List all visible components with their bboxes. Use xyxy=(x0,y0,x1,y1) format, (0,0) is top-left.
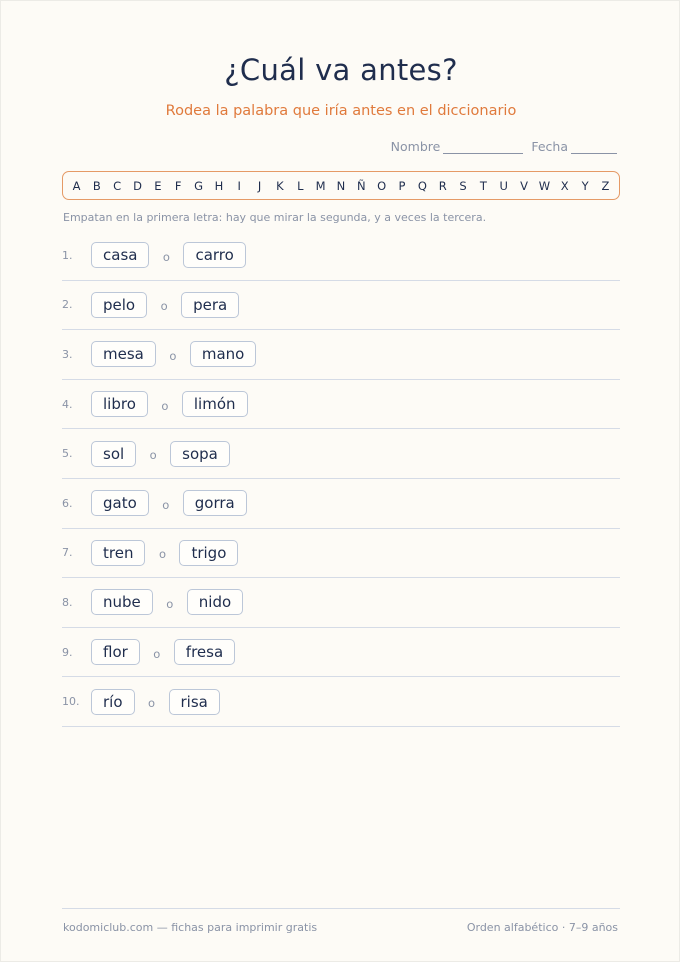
word-pair-row xyxy=(62,578,620,628)
alphabet-letter: T xyxy=(479,178,487,193)
footer-site: kodomiclub.com — fichas para imprimir gratis xyxy=(63,921,318,934)
alphabet-letter: V xyxy=(520,178,528,193)
footer-topic: Orden alfabético · 7–9 años xyxy=(466,921,618,934)
alphabet-letter: P xyxy=(398,178,406,193)
item-number: 10. xyxy=(62,695,80,709)
word-pair-row xyxy=(62,479,620,529)
name-label: Nombre xyxy=(390,139,441,154)
word-option-a[interactable]: sol xyxy=(91,441,136,467)
or-separator: o xyxy=(162,497,170,512)
word-option-a[interactable]: flor xyxy=(91,639,140,665)
word-option-a[interactable]: río xyxy=(91,689,135,715)
word-pair-row xyxy=(62,529,620,579)
word-option-b[interactable]: carro xyxy=(183,242,245,268)
word-option-b[interactable]: fresa xyxy=(174,639,235,665)
alphabet-letter: K xyxy=(276,178,284,193)
word-option-b[interactable]: mano xyxy=(190,341,257,367)
word-pair-row xyxy=(62,380,620,430)
word-pair-row xyxy=(62,281,620,331)
word-option-b[interactable]: trigo xyxy=(179,540,238,566)
alphabet-letter: W xyxy=(538,178,551,193)
name-field[interactable] xyxy=(391,139,524,154)
word-pair-row xyxy=(62,231,620,281)
alphabet-letter: Y xyxy=(581,178,589,193)
date-line xyxy=(571,142,617,154)
footer-divider xyxy=(62,908,620,909)
or-separator: o xyxy=(160,299,168,314)
item-number: 1. xyxy=(62,248,73,262)
alphabet-letter: Z xyxy=(601,178,610,193)
name-line xyxy=(443,142,523,154)
hint-text: Empatan en la primera letra: hay que mirar la segunda, y a veces la tercera. xyxy=(63,211,487,224)
alphabet-letter: G xyxy=(194,178,204,193)
item-number: 7. xyxy=(62,546,73,560)
or-separator: o xyxy=(162,249,170,264)
word-option-b[interactable]: nido xyxy=(187,589,243,615)
word-option-b[interactable]: pera xyxy=(181,292,239,318)
or-separator: o xyxy=(147,696,156,711)
or-separator: o xyxy=(169,348,177,363)
item-number: 2. xyxy=(62,298,73,312)
date-label: Fecha xyxy=(531,139,568,154)
word-pair-row xyxy=(62,330,620,380)
alphabet-letter: E xyxy=(154,178,162,193)
item-number: 4. xyxy=(62,397,73,411)
alphabet-strip xyxy=(62,171,620,200)
word-option-b[interactable]: gorra xyxy=(183,490,247,516)
alphabet-letter: C xyxy=(113,178,122,193)
item-number: 6. xyxy=(62,496,73,510)
word-option-a[interactable]: nube xyxy=(91,589,153,615)
alphabet-letter: Q xyxy=(417,178,427,193)
word-option-a[interactable]: libro xyxy=(91,391,148,417)
word-option-a[interactable]: casa xyxy=(91,242,149,268)
alphabet-letter: N xyxy=(336,178,346,193)
or-separator: o xyxy=(149,448,157,463)
word-option-a[interactable]: tren xyxy=(91,540,145,566)
alphabet-letter: H xyxy=(214,178,224,193)
word-option-b[interactable]: risa xyxy=(169,689,220,715)
alphabet-letter: L xyxy=(297,178,304,193)
alphabet-letter: J xyxy=(257,178,262,193)
alphabet-letter: S xyxy=(459,178,467,193)
item-number: 3. xyxy=(62,347,73,361)
name-date-fields xyxy=(391,139,617,154)
word-option-b[interactable]: sopa xyxy=(170,441,230,467)
word-option-a[interactable]: pelo xyxy=(91,292,147,318)
word-option-a[interactable]: gato xyxy=(91,490,149,516)
alphabet-letter: A xyxy=(72,178,81,193)
alphabet-letter: I xyxy=(237,178,241,193)
item-number: 5. xyxy=(62,447,73,461)
or-separator: o xyxy=(166,596,174,611)
alphabet-letter: X xyxy=(560,178,569,193)
or-separator: o xyxy=(158,547,166,562)
page-subtitle: Rodea la palabra que iría antes en el diccionario xyxy=(165,103,517,119)
alphabet-letter: F xyxy=(174,178,182,193)
alphabet-letter: R xyxy=(438,178,447,193)
alphabet-letter: Ñ xyxy=(357,178,366,193)
word-pair-row xyxy=(62,677,620,727)
word-pair-list xyxy=(62,231,620,727)
or-separator: o xyxy=(161,398,169,413)
alphabet-letter: B xyxy=(92,178,101,193)
word-option-b[interactable]: limón xyxy=(182,391,248,417)
alphabet-letter: D xyxy=(133,178,142,193)
page-title: ¿Cuál va antes? xyxy=(224,53,458,87)
item-number: 8. xyxy=(62,595,73,609)
item-number: 9. xyxy=(62,645,73,659)
alphabet-letter: U xyxy=(499,178,508,193)
date-field[interactable] xyxy=(531,139,617,154)
word-option-a[interactable]: mesa xyxy=(91,341,156,367)
alphabet-letter: M xyxy=(315,178,326,193)
alphabet-letter: O xyxy=(377,178,387,193)
or-separator: o xyxy=(153,646,161,661)
word-pair-row xyxy=(62,628,620,678)
word-pair-row xyxy=(62,429,620,479)
